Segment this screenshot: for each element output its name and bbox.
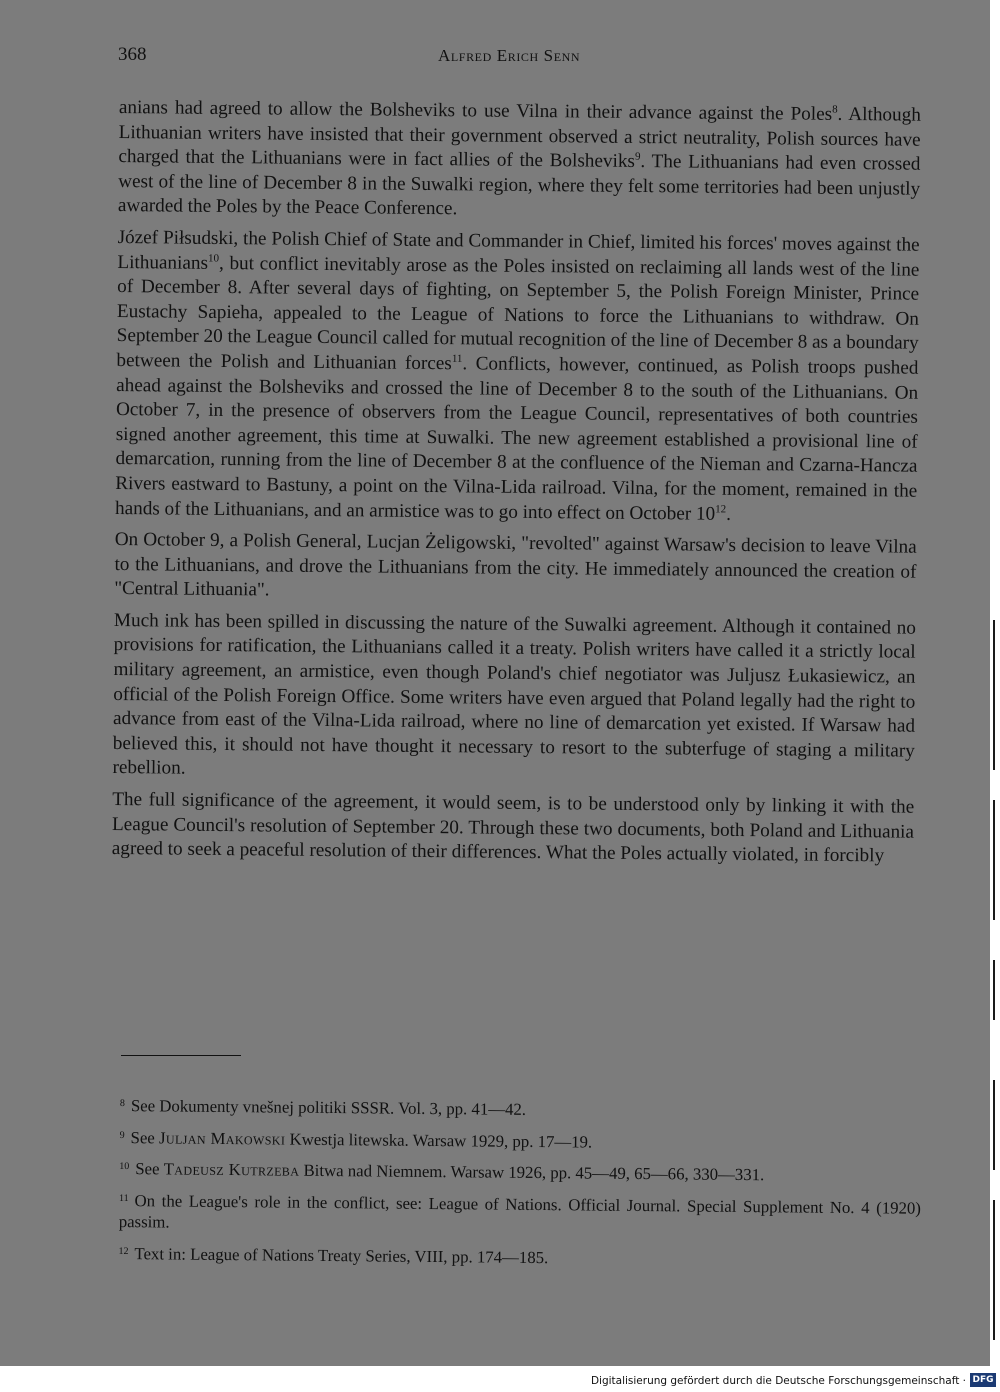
footnote-ref: 12: [715, 502, 727, 515]
text-run: . The Lithuanians had even crossed west of the line of December 8 in the Suwalki region, where they felt some territories had been unjustly awarded the Poles by the Peace Conference.: [117, 151, 921, 220]
footnote-ref: 8: [832, 103, 838, 116]
footnote: [119, 1156, 921, 1187]
footnote-text: Text in: League of Nations Treaty Series, VIII, pp. 174—185.: [134, 1243, 549, 1267]
scan-edge-mark: [993, 1200, 995, 1340]
scan-edge-mark: [993, 1080, 995, 1170]
paragraph: [118, 96, 921, 227]
scan-edge-mark: [993, 800, 995, 920]
text-run: .: [726, 503, 732, 525]
footnote-ref: 10: [207, 252, 220, 265]
footnote-author: Juljan Makowski: [158, 1127, 286, 1149]
text-run: . Although Lithuanian writers have insisted that their government observed a strict neutrality, Polish sources have charged that the Lithuanians were in fact allies of the Bolsheviks: [118, 103, 921, 173]
footnote-text: Bitwa nad Niemnem. Warsaw 1926, pp. 45—49, 65—66, 330—331.: [299, 1160, 765, 1185]
page-number: 368: [118, 44, 147, 65]
text-run: , but conflict inevitably arose as the Poles insisted on reclaiming all lands west of the line of December 8. After several days of fighting, on September 5, the Polish Foreign Minister, Prince Eustachy Sapieha, appealed to the League of Nations to force the Lithuanians to withdraw. On September 20 the League Council called for mutual recognition of the line of December 8 as a boundary between the Polish and Lithuanian forces: [116, 252, 920, 375]
text-run: anians had agreed to allow the Bolsheviks to use Vilna in their advance against the Poles: [118, 96, 833, 125]
footnote-ref: 11: [451, 352, 463, 365]
footnote-number: 9: [119, 1129, 125, 1141]
footnote-prefix: See: [130, 1127, 160, 1147]
footnote-text: See Dokumenty vnešnej politiki SSSR. Vol. 3, pp. 41—42.: [130, 1096, 527, 1119]
paragraph: Much ink has been spilled in discussing the nature of the Suwalki agreement. Although it contained no provisions for ratification, the Lithuanians called it a treaty. Polish writers have called it a strictly local military agreement, an armistice, even though Poland's chief negotiator was Juljusz Łukasiewicz, an official of the Polish Foreign Office. Some writers have even argued that Poland legally had the right to advance from east of the Vilna-Lida railroad, where no line of demarcation yet existed. If Warsaw had believed this, it should not have thought it necessary to resort to the subterfuge of staging a military rebellion.: [112, 609, 917, 780]
text-run: . Conflicts, however, continued, as Polish troops pushed ahead against the Bolsheviks and crossed the line of December 8 to the south of the Lithuanians. On October 7, in the presence of observers from the League Council, representatives of both countries signed another agreement, this time at Suwalki. The new agreement established a provisional line of demarcation, running from the line of December 8 at the confluence of the Nieman and Czarna-Hancza Rivers eastward to Bastuny, a point on the Vilna-Lida railroad. Vilna, for the moment, remained in the hands of the Lithuanians, and an armistice was to go into effect on October 10: [114, 353, 919, 525]
footnote-number: 12: [118, 1245, 129, 1257]
paragraph: The full significance of the agreement, it would seem, is to be understood only by linking it with the League Council's resolution of September 20. Through these two documents, both Poland and Lithuania agreed to seek a peaceful resolution of their differences. What the Poles actually violated, in forcibly: [111, 788, 915, 867]
body-text: [112, 96, 921, 876]
paragraph: [115, 226, 920, 529]
footer: [0, 1366, 1000, 1392]
scan-edge-mark: [993, 960, 995, 1020]
footnote-prefix: See: [135, 1159, 164, 1179]
dfg-logo: DFG: [970, 1373, 996, 1387]
footnote: [118, 1240, 920, 1271]
footnote: [120, 1093, 922, 1124]
text-run: Józef Piłsudski, the Polish Chief of State and Commander in Chief, limited his forces' moves against the Lithuanians: [117, 226, 920, 274]
footnote-number: 8: [119, 1097, 125, 1110]
footnote-number: 11: [118, 1192, 129, 1204]
footnote-number: 10: [119, 1160, 130, 1173]
page-edge: [990, 0, 1000, 1366]
footnote: [119, 1187, 921, 1240]
footnote: [119, 1124, 921, 1155]
footnote-ref: 9: [634, 150, 641, 163]
footnote-author: Tadeusz Kutrzeba: [163, 1159, 300, 1180]
funding-notice: Digitalisierung gefördert durch die Deutsche Forschungsgemeinschaft ·: [590, 1375, 966, 1387]
footnote-divider: [121, 1055, 241, 1056]
footnotes: [118, 1093, 922, 1280]
page-header: [118, 44, 920, 72]
footnote-text: On the League's role in the conflict, see: League of Nations. Official Journal. Special Supplement No. 4 (1920) passim.: [118, 1190, 922, 1232]
running-head: Alfred Erich Senn: [438, 46, 581, 65]
footnote-text: Kwestja litewska. Warsaw 1929, pp. 17—19.: [285, 1129, 593, 1152]
scan-edge-mark: [993, 620, 995, 770]
paragraph: On October 9, a Polish General, Lucjan Żeligowski, "revolted" against Warsaw's decision to leave Vilna to the Lithuanians, and drove the Lithuanians from the city. He immediately announced the creation of "Central Lithuania".: [114, 529, 917, 601]
